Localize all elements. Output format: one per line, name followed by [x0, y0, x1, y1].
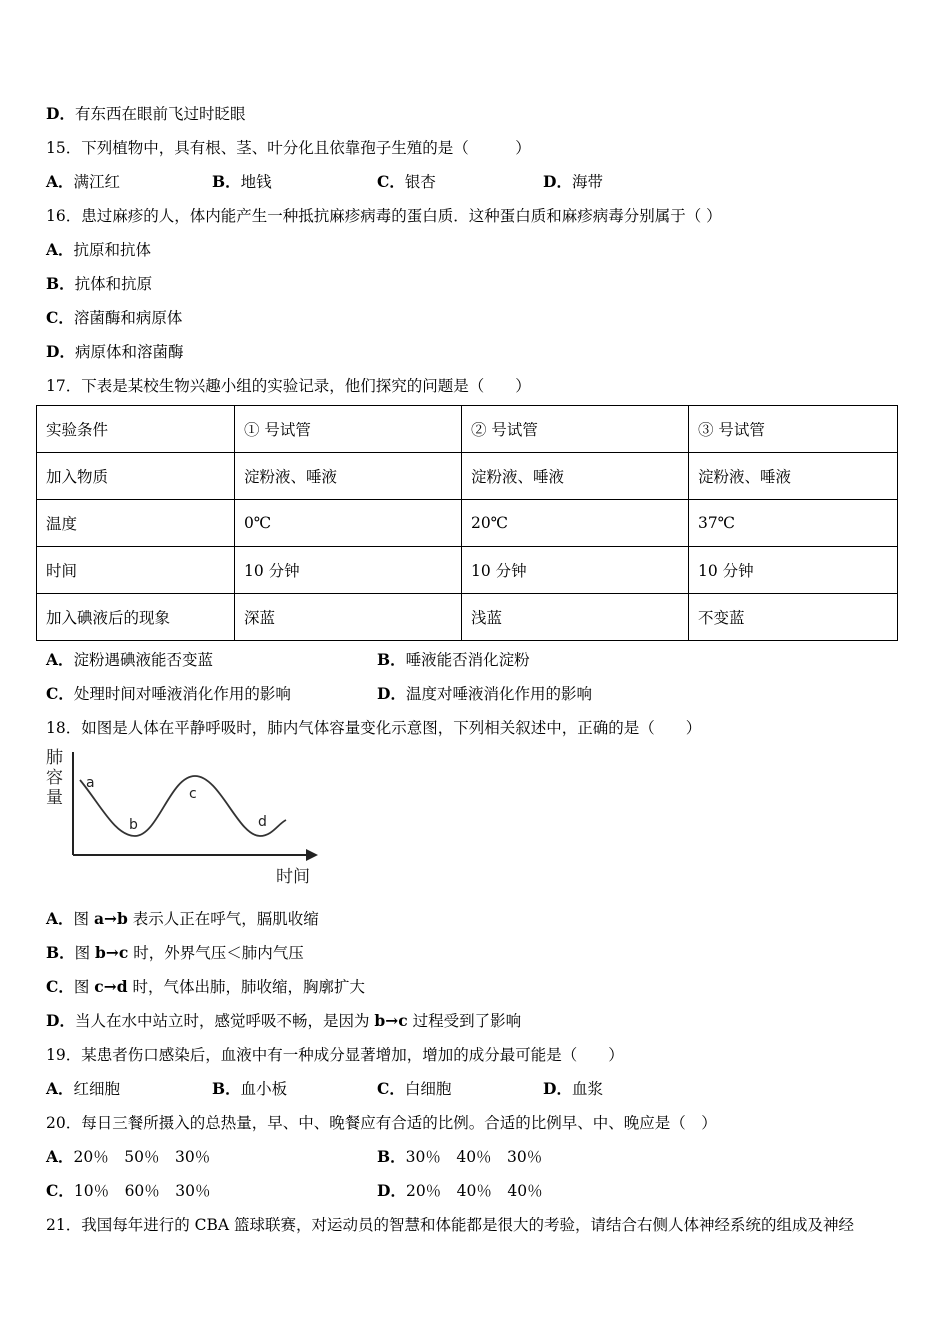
table-cell: 37℃: [689, 500, 898, 547]
x-axis-label: 时间: [276, 867, 310, 887]
q17-option-b: B．唾液能否消化淀粉: [377, 650, 530, 669]
q17-option-d: D．温度对唾液消化作用的影响: [377, 684, 592, 703]
table-row: [37, 547, 898, 594]
table-header-cell: 实验条件: [37, 406, 235, 453]
point-label-a: a: [86, 775, 95, 791]
table-cell: 0℃: [235, 500, 462, 547]
q15-stem: 15．下列植物中，具有根、茎、叶分化且依靠孢子生殖的是（ ）: [46, 139, 531, 157]
q17-option-c: C．处理时间对唾液消化作用的影响: [46, 684, 291, 703]
point-label-b: b: [129, 817, 138, 833]
table-cell: 10 分钟: [235, 547, 462, 594]
experiment-table: [36, 405, 898, 641]
table-cell: 加入碘液后的现象: [37, 594, 235, 641]
q17-option-a: A．淀粉遇碘液能否变蓝: [46, 650, 214, 669]
table-cell: 淀粉液、唾液: [462, 453, 689, 500]
y-axis-label-char: 量: [46, 788, 63, 808]
table-cell: 10 分钟: [689, 547, 898, 594]
q19-stem: 19．某患者伤口感染后，血液中有一种成分显著增加，增加的成分最可能是（ ）: [46, 1046, 624, 1064]
q20-stem: 20．每日三餐所摄入的总热量，早、中、晚餐应有合适的比例。合适的比例早、中、晚应是（ ）: [46, 1114, 717, 1132]
table-header-cell: ③ 号试管: [689, 406, 898, 453]
q16-stem: 16．患过麻疹的人，体内能产生一种抵抗麻疹病毒的蛋白质．这种蛋白质和麻疹病毒分别属于（ ）: [46, 207, 722, 225]
q16-option-b: B．抗体和抗原: [46, 274, 153, 293]
q14-option-d: D．有东西在眼前飞过时眨眼: [46, 104, 246, 123]
table-header-cell: ① 号试管: [235, 406, 462, 453]
q17-stem: 17．下表是某校生物兴趣小组的实验记录，他们探究的问题是（ ）: [46, 377, 531, 395]
table-row: [37, 500, 898, 547]
table-cell: 时间: [37, 547, 235, 594]
q19-option-c: C．白细胞: [377, 1079, 452, 1098]
table-row: [37, 594, 898, 641]
table-cell: 浅蓝: [462, 594, 689, 641]
q20-option-b: B．30％ 40％ 30％: [377, 1147, 543, 1166]
table-cell: 20℃: [462, 500, 689, 547]
table-cell: 深蓝: [235, 594, 462, 641]
table-cell: 淀粉液、唾液: [235, 453, 462, 500]
q15-option-c: C．银杏: [377, 172, 436, 191]
table-header-row: [37, 406, 898, 453]
y-axis-label-char: 容: [46, 768, 63, 788]
table-cell: 温度: [37, 500, 235, 547]
q16-option-d: D．病原体和溶菌酶: [46, 342, 184, 361]
q15-option-a: A．满江红: [46, 172, 121, 191]
q19-option-a: A．红细胞: [46, 1079, 121, 1098]
table-header-cell: ② 号试管: [462, 406, 689, 453]
y-axis-label-char: 肺: [46, 748, 63, 768]
y-axis-label: [46, 748, 63, 808]
q16-option-c: C．溶菌酶和病原体: [46, 308, 183, 327]
q18-option-b: B．图 b→c 时，外界气压＜肺内气压: [46, 943, 304, 962]
q18-option-a: A．图 a→b 表示人正在呼气，膈肌收缩: [46, 909, 319, 928]
q15-option-d: D．海带: [543, 172, 603, 191]
table-cell: 加入物质: [37, 453, 235, 500]
x-axis-arrow: [306, 849, 318, 861]
q18-option-d: D．当人在水中站立时，感觉呼吸不畅，是因为 b→c 过程受到了影响: [46, 1011, 522, 1030]
q21-stem: 21．我国每年进行的 CBA 篮球联赛，对运动员的智慧和体能都是很大的考验，请结合右侧人体神经系统的组成及神经: [46, 1216, 855, 1234]
q18-option-c: C．图 c→d 时，气体出肺，肺收缩，胸廓扩大: [46, 977, 365, 996]
q15-option-b: B．地钱: [212, 172, 272, 191]
q20-option-c: C．10％ 60％ 30％: [46, 1181, 211, 1200]
lung-volume-curve: [80, 776, 286, 836]
table-cell: 不变蓝: [689, 594, 898, 641]
q18-stem: 18．如图是人体在平静呼吸时，肺内气体容量变化示意图，下列相关叙述中，正确的是（ ）: [46, 719, 702, 737]
point-label-c: c: [189, 786, 197, 802]
point-label-d: d: [258, 814, 267, 830]
q19-option-d: D．血浆: [543, 1079, 603, 1098]
table-row: [37, 453, 898, 500]
q20-option-a: A．20％ 50％ 30％: [46, 1147, 211, 1166]
table-cell: 10 分钟: [462, 547, 689, 594]
table-cell: 淀粉液、唾液: [689, 453, 898, 500]
q19-option-b: B．血小板: [212, 1079, 288, 1098]
q16-option-a: A．抗原和抗体: [46, 240, 152, 259]
q20-option-d: D．20％ 40％ 40％: [377, 1181, 543, 1200]
lung-volume-diagram: [40, 744, 330, 889]
